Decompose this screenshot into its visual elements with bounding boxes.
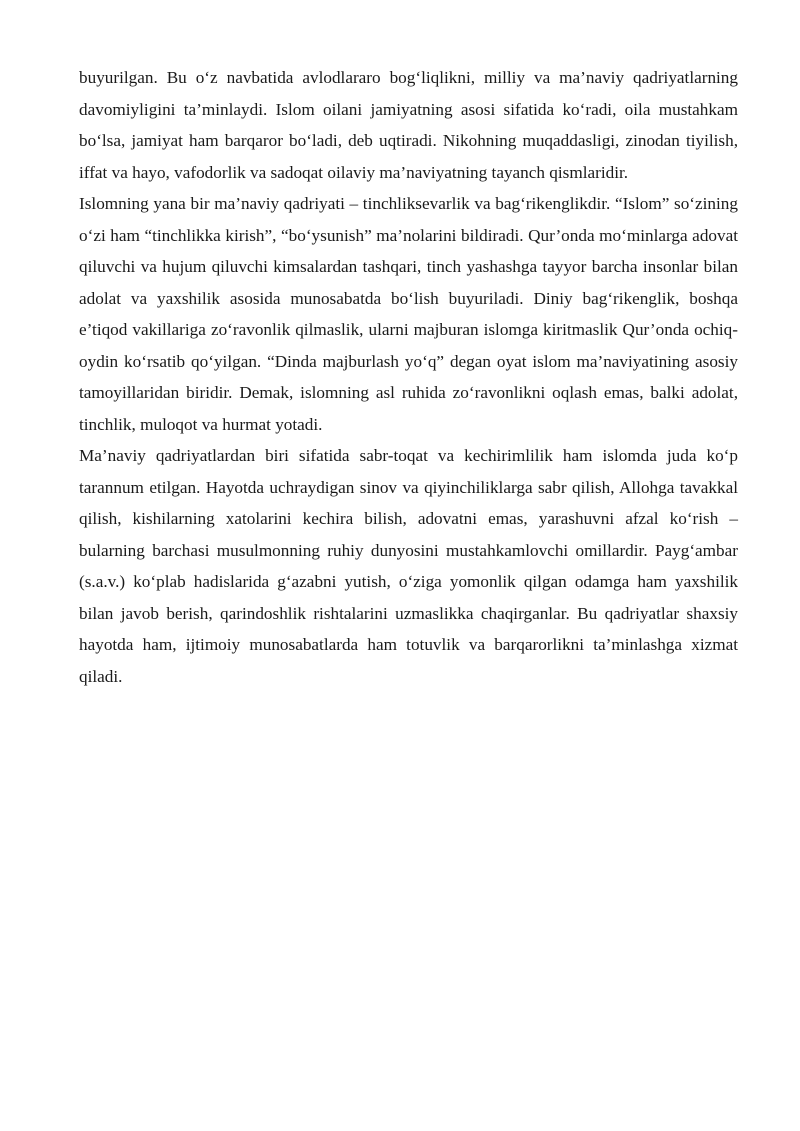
paragraph-1: buyurilgan. Bu o‘z navbatida avlodlararo bog‘liqlikni, milliy va ma’naviy qadriyatlarning davomiyligini ta’minlaydi. Islom oilani jamiyatning asosi sifatida ko‘radi, oila mustahkam bo‘lsa, jamiyat ham barqaror bo‘ladi, deb uqtiradi. Nikohning muqaddasligi, zinodan tiyilish, iffat va hayo, vafodorlik va sadoqat oilaviy ma’naviyatning tayanch qismlaridir. [79,68,738,182]
paragraph-3: Ma’naviy qadriyatlardan biri sifatida sabr-toqat va kechirimlilik ham islomda juda ko‘p tarannum etilgan. Hayotda uchraydigan sinov va qiyinchiliklarga sabr qilish, Allohga tavakkal qilish, kishilarning xatolarini kechira bilish, adovatni emas, yarashuvni afzal ko‘rish – bularning barchasi musulmonning ruhiy dunyosini mustahkamlovchi omillardir. Payg‘ambar (s.a.v.) ko‘plab hadislarida g‘azabni yutish, o‘ziga yomonlik qilgan odamga ham yaxshilik bilan javob berish, qarindoshlik rishtalarini uzmaslikka chaqirganlar. Bu qadriyatlar shaxsiy hayotda ham, ijtimoiy munosabatlarda ham totuvlik va barqarorlikni ta’minlashga xizmat qiladi. [79,446,738,686]
paragraph-2: Islomning yana bir ma’naviy qadriyati – tinchliksevarlik va bag‘rikenglikdir. “Islom” so‘zining o‘zi ham “tinchlikka kirish”, “bo‘ysunish” ma’nolarini bildiradi. Qur’onda mo‘minlarga adovat qiluvchi va hujum qiluvchi kimsalardan tashqari, tinch yashashga tayyor barcha insonlar bilan adolat va yaxshilik asosida munosabatda bo‘lish buyuriladi. Diniy bag‘rikenglik, boshqa e’tiqod vakillariga zo‘ravonlik qilmaslik, ularni majburan islomga kiritmaslik Qur’onda ochiq-oydin ko‘rsatib qo‘yilgan. “Dinda majburlash yo‘q” degan oyat islom ma’naviyatining asosiy tamoyillaridan biridir. Demak, islomning asl ruhida zo‘ravonlikni oqlash emas, balki adolat, tinchlik, muloqot va hurmat yotadi. [79,194,738,434]
document-body [79,62,738,692]
